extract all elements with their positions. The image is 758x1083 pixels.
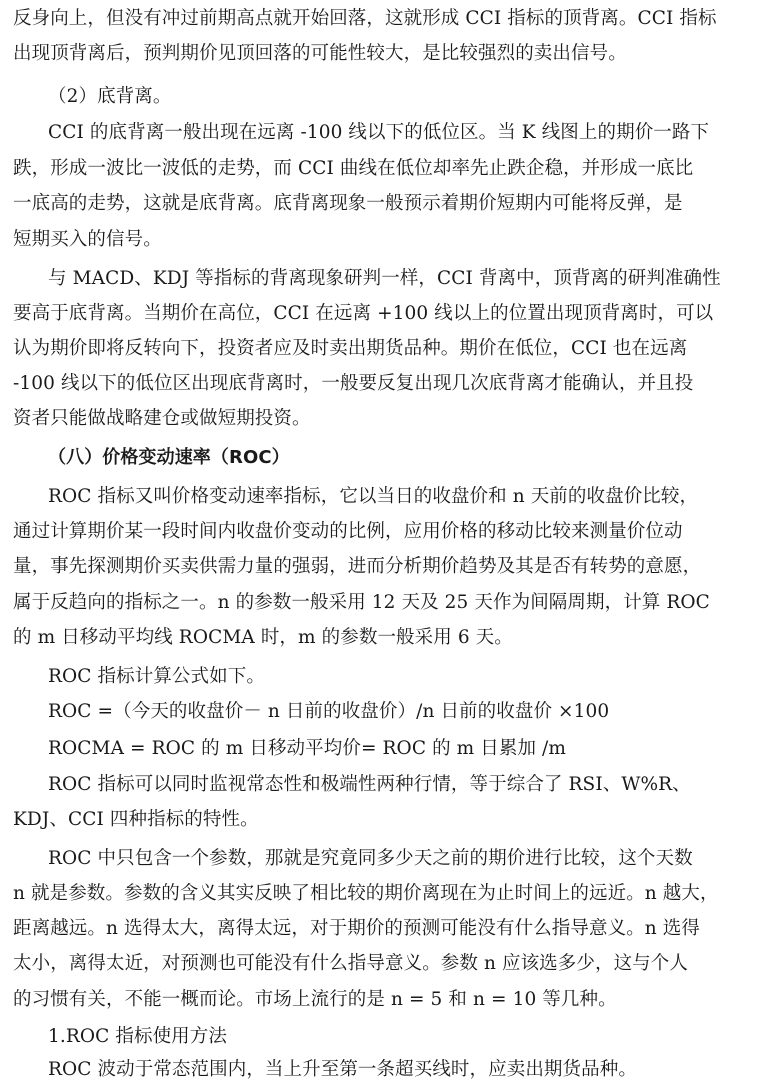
text-line: ROC 指标可以同时监视常态性和极端性两种行情，等于综合了 RSI、W%R、: [48, 774, 691, 795]
text-line: n 就是参数。参数的含义其实反映了相比较的期价离现在为止时间上的远近。n 越大，: [13, 883, 719, 904]
text-line: ROC 波动于常态范围内，当上升至第一条超买线时，应卖出期货品种。: [48, 1059, 637, 1080]
text-line: 量，事先探测期价买卖供需力量的强弱，进而分析期价趋势及其是否有转势的意愿，: [13, 556, 702, 577]
text-line: 资者只能做战略建仓或做短期投资。: [13, 408, 311, 429]
text-line: ROC 指标又叫价格变动速率指标，它以当日的收盘价和 n 天前的收盘价比较，: [48, 486, 699, 507]
text-line: CCI 的底背离一般出现在远离 -100 线以下的低位区。当 K 线图上的期价一路下: [48, 122, 710, 143]
text-line: 距离越远。n 选得太大，离得太远，对于期价的预测可能没有什么指导意义。n 选得: [13, 918, 700, 939]
text-line: 短期买入的信号。: [13, 229, 162, 250]
text-line: KDJ、CCI 四种指标的特性。: [13, 809, 259, 830]
text-line: 认为期价即将反转向下，投资者应及时卖出期货品种。期价在低位，CCI 也在远离: [13, 338, 688, 359]
text-line: 的习惯有关，不能一概而论。市场上流行的是 n = 5 和 n = 10 等几种。: [13, 989, 617, 1010]
text-line: ROC 中只包含一个参数，那就是究竟同多少天之前的期价进行比较，这个天数: [48, 848, 693, 869]
text-line: 属于反趋向的指标之一。n 的参数一般采用 12 天及 25 天作为间隔周期，计算 ROC: [13, 592, 710, 613]
subsection-heading: 1.ROC 指标使用方法: [48, 1026, 227, 1047]
formula-roc: ROC =（今天的收盘价－ n 日前的收盘价）/n 日前的收盘价 ×100: [48, 701, 610, 722]
text-line: 反身向上，但没有冲过前期高点就开始回落，这就形成 CCI 指标的顶背离。CCI 指标: [13, 8, 717, 29]
text-line: 通过计算期价某一段时间内收盘价变动的比例，应用价格的移动比较来测量价位动: [13, 521, 683, 542]
formula-rocma: ROCMA = ROC 的 m 日移动平均价= ROC 的 m 日累加 /m: [48, 738, 567, 759]
text-line: 要高于底背离。当期价在高位，CCI 在远离 +100 线以上的位置出现顶背离时，可以: [13, 303, 714, 324]
section-heading: （八）价格变动速率（ROC）: [48, 447, 290, 468]
text-line: -100 线以下的低位区出现底背离时，一般要反复出现几次底背离才能确认，并且投: [13, 373, 694, 394]
text-line: 与 MACD、KDJ 等指标的背离现象研判一样，CCI 背离中，顶背离的研判准确性: [48, 268, 721, 289]
text-line: 的 m 日移动平均线 ROCMA 时，m 的参数一般采用 6 天。: [13, 627, 513, 648]
text-line: 跌，形成一波比一波低的走势，而 CCI 曲线在低位却率先止跌企稳，并形成一底比: [13, 158, 694, 179]
text-line: 出现顶背离后，预判期价见顶回落的可能性较大，是比较强烈的卖出信号。: [13, 43, 627, 64]
text-line: 一底高的走势，这就是底背离。底背离现象一般预示着期价短期内可能将反弹，是: [13, 193, 683, 214]
text-line: ROC 指标计算公式如下。: [48, 666, 265, 687]
text-line: （2）底背离。: [48, 86, 172, 107]
text-line: 太小，离得太近，对预测也可能没有什么指导意义。参数 n 应该选多少，这与个人: [13, 953, 688, 974]
